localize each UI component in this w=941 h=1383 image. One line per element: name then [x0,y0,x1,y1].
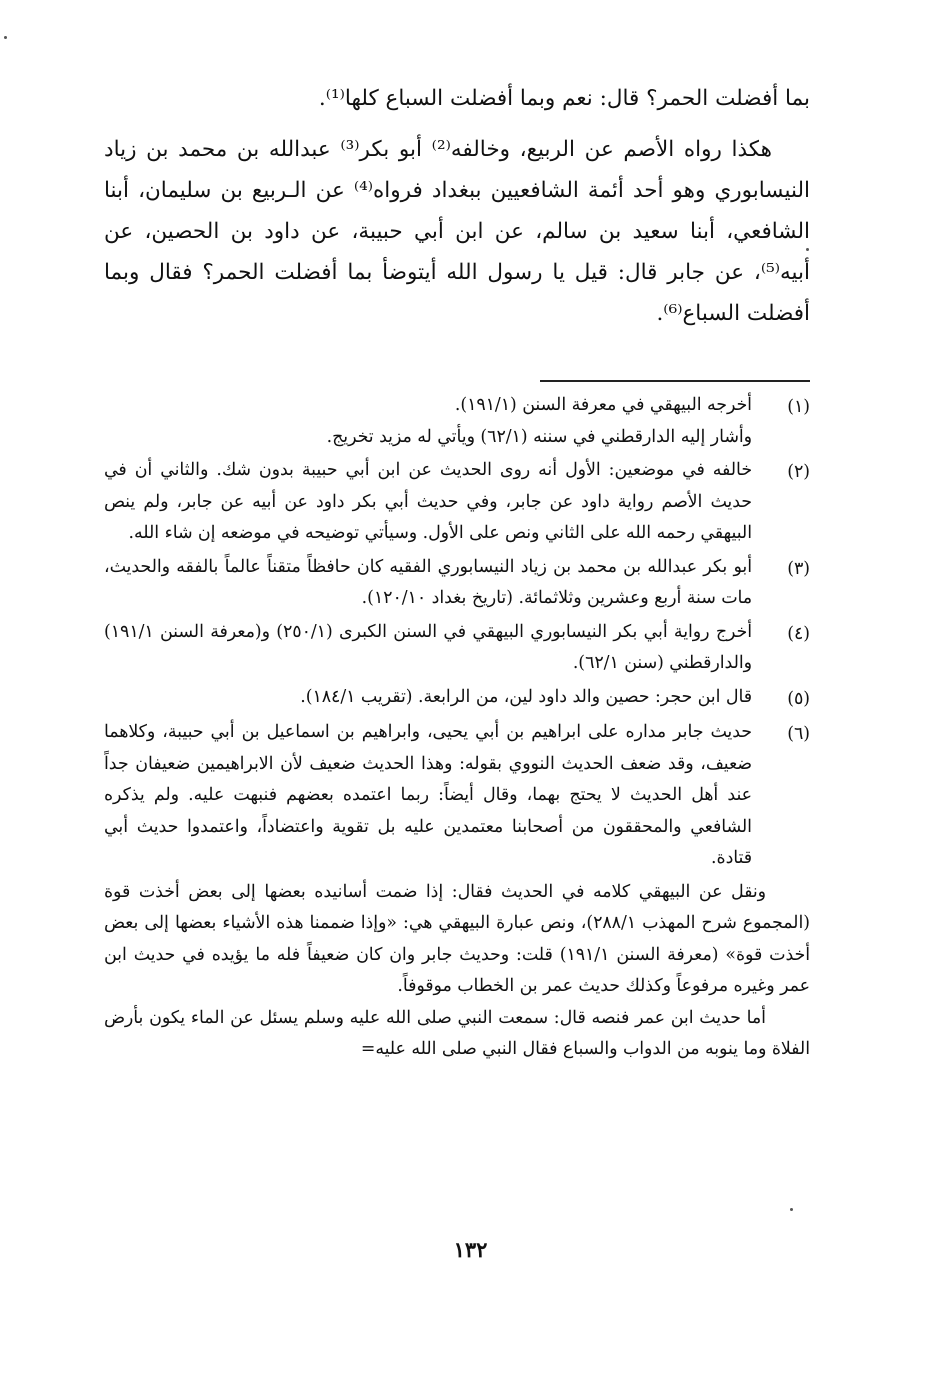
footnote-paragraph: ونقل عن البيهقي كلامه في الحديث فقال: إذا ضمت أسانيده بعضها إلى بعض أخذت قوة (المجموع شرح المهذب ٢٨٨/١)، ونص عبارة البيهقي هي: «وإذا ضممنا هذه الأشياء بعضها إلى بعض أخذت قوة» (معرفة السنن ١٩١/١) قلت: وحديث جابر وان كان ضعيفاً فله ما يؤيده في حديث ابن عمر وغيره مرفوعاً وكذلك حديث عمر بن الخطاب موقوفاً. [104,881,810,996]
main-paragraph: هكذا رواه الأصم عن الربيع، وخالفه⁽²⁾ أبو بكر⁽³⁾ عبدالله بن محمد بن زياد النيسابوري وهو أحد أئمة الشافعيين ببغداد فرواه⁽⁴⁾ عن الـربيع بن سليمان، أبنا الشافعي، أبنا سعيد بن سالم، عن ابن أبي حبيبة، عن داود بن الحصين، عن أبيه⁽⁵⁾، عن جابر قال: قيل يا رسول الله أيتوضأ بما أفضلت الحمر؟ فقال وبما أفضلت السباع⁽⁶⁾. [104,137,810,326]
scan-speck [4,36,7,39]
footnote-body [104,552,752,615]
footnote-text: وأشار إليه الدارقطني في سننه (٦٢/١) ويأتي له مزيد تخريج. [326,426,752,447]
main-text [104,78,810,334]
footnote [104,390,810,453]
footnote [104,552,810,615]
footnote-number: (٤) [787,623,810,644]
footnote-text: خالفه في موضعين: الأول أنه روى الحديث عن ابن أبي حبيبة بدون شك. والثاني أن في حديث الأصم رواية داود عن جابر، وفي حديث أبي بكر داود عن أبيه عن جابر، ولم ينص البيهقي رحمه الله على الثاني ونص على الأول. وسيأتي توضيحه في موضعه إن شاء الله. [104,460,752,543]
scan-speck [790,1208,793,1211]
footnotes [104,390,810,1066]
footnote-number: (٦) [787,724,810,744]
footnote-body [104,717,752,875]
footnote-continuation [104,877,810,1066]
footnote-number: (٢) [787,462,810,482]
footnote-body [104,682,752,716]
footnote-text: قال ابن حجر: حصين والد داود لين، من الرابعة. (تقريب ١٨٤/١). [300,686,752,707]
main-text-line: بما أفضلت الحمر؟ قال: نعم وبما أفضلت السباع كلها⁽¹⁾. [318,86,810,111]
footnote-text: أخرج رواية أبي بكر النيسابوري البيهقي في السنن الكبرى (٢٥٠/١) و(معرفة السنن ١٩١/١) والدارقطني (سنن ٦٢/١). [104,621,752,673]
footnote [104,717,810,875]
footnote-number: (٣) [787,558,810,579]
footnote-text: أبو بكر عبدالله بن محمد بن زياد النيسابوري الفقيه كان حافظاً متقناً عالماً بالفقه والحديث، مات سنة أربع وعشرين وثلاثمائة. (تاريخ بغداد ١٢٠/١٠). [104,556,752,608]
footnote-number: (١) [787,397,810,417]
scan-speck [806,248,809,251]
footnote-body [104,390,752,453]
page-number: ١٣٢ [453,1237,488,1262]
footnote-body [104,455,752,550]
footnote-separator [540,380,810,382]
footnote-text: حديث جابر مداره على ابراهيم بن أبي يحيى، وابراهيم بن اسماعيل بن أبي حبيبة، وكلاهما ضعيف، وقد ضعف الحديث النووي بقوله: وهذا الحديث ضعيف لأن الابراهيمين ضعيفان جداً عند أهل الحديث لا يحتج بهما، وقال أيضاً: ربما اعتمده بعضهم فنبهت عليه. ولم يذكره الشافعي والمحققون من أصحابنا معتمدين عليه بل تقوية واعتضاداً، واعتمدوا حديث أبي قتادة. [104,722,752,868]
footnote-paragraph: أما حديث ابن عمر فنصه قال: سمعت النبي صلى الله عليه وسلم يسئل عن الماء يكون بأرض الفلاة وما ينوبه من الدواب والسباع فقال النبي صلى الله عليه= [104,1007,810,1059]
footnote-number: (٥) [787,688,810,709]
footnote [104,617,810,680]
footnote-body [104,617,752,680]
footnote [104,682,810,716]
footnote-text: أخرجه البيهقي في معرفة السنن (١٩١/١). [454,395,752,415]
footnote [104,455,810,550]
